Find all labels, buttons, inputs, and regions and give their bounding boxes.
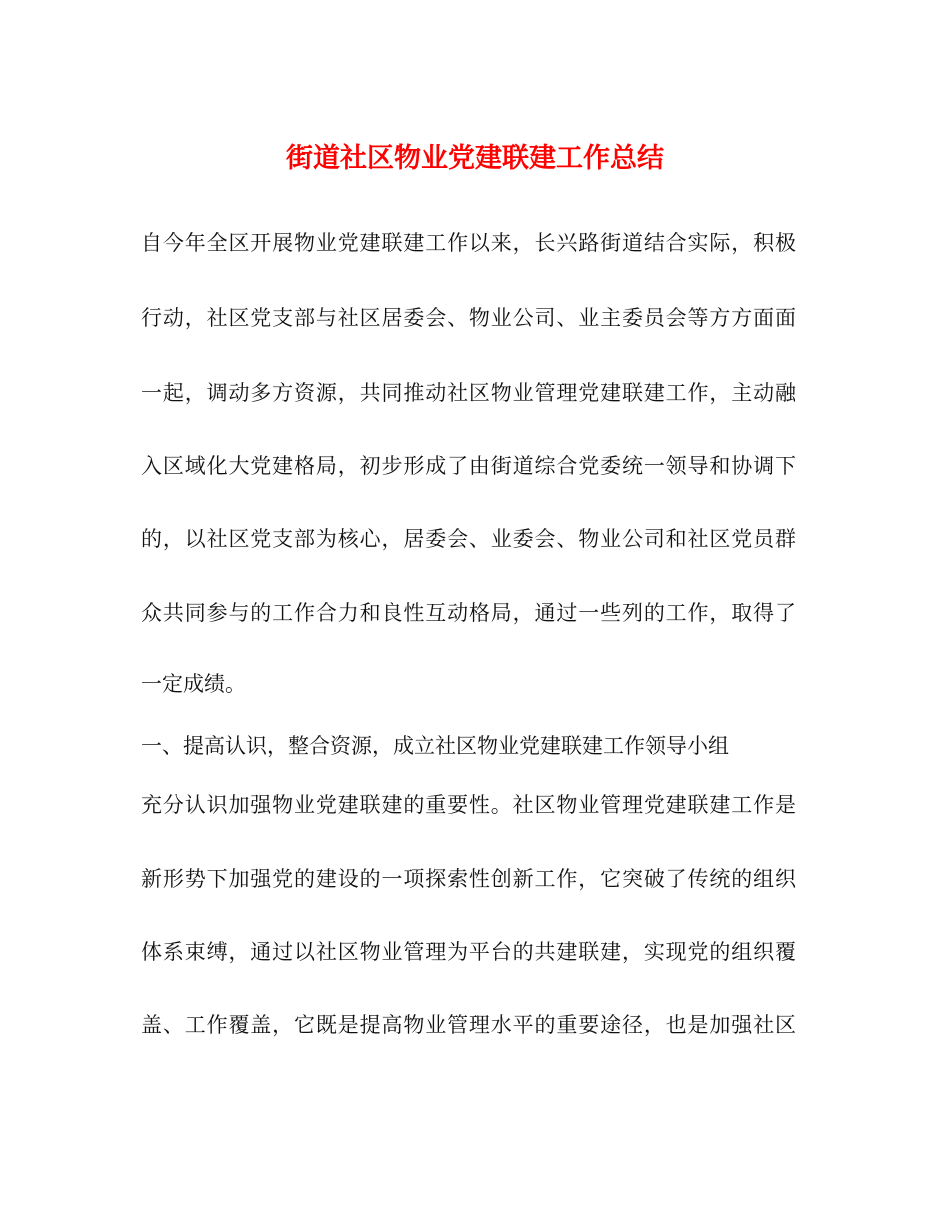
document-title: 街道社区物业党建联建工作总结 bbox=[286, 143, 664, 174]
paragraph-1-line-6: 众共同参与的工作合力和良性互动格局，通过一些列的工作，取得了 bbox=[141, 601, 796, 625]
paragraph-2-line-4: 盖、工作覆盖，它既是提高物业管理水平的重要途径，也是加强社区 bbox=[141, 1013, 796, 1037]
paragraph-1-line-1: 自今年全区开展物业党建联建工作以来，长兴路街道结合实际，积极 bbox=[141, 231, 796, 255]
paragraph-1-line-4: 入区域化大党建格局，初步形成了由街道综合党委统一领导和协调下 bbox=[141, 454, 796, 478]
section-1-heading: 一、提高认识，整合资源，成立社区物业党建联建工作领导小组 bbox=[141, 734, 729, 758]
paragraph-2-line-3: 体系束缚，通过以社区物业管理为平台的共建联建，实现党的组织覆 bbox=[141, 940, 796, 964]
paragraph-2-line-2: 新形势下加强党的建设的一项探索性创新工作，它突破了传统的组织 bbox=[141, 867, 796, 891]
paragraph-1-line-7: 一定成绩。 bbox=[141, 672, 246, 696]
paragraph-1-line-5: 的，以社区党支部为核心，居委会、业委会、物业公司和社区党员群 bbox=[141, 527, 796, 551]
paragraph-1-line-3: 一起，调动多方资源，共同推动社区物业管理党建联建工作，主动融 bbox=[141, 381, 796, 405]
paragraph-2-line-1: 充分认识加强物业党建联建的重要性。社区物业管理党建联建工作是 bbox=[141, 793, 796, 817]
paragraph-1-line-2: 行动，社区党支部与社区居委会、物业公司、业主委员会等方方面面 bbox=[141, 306, 796, 330]
